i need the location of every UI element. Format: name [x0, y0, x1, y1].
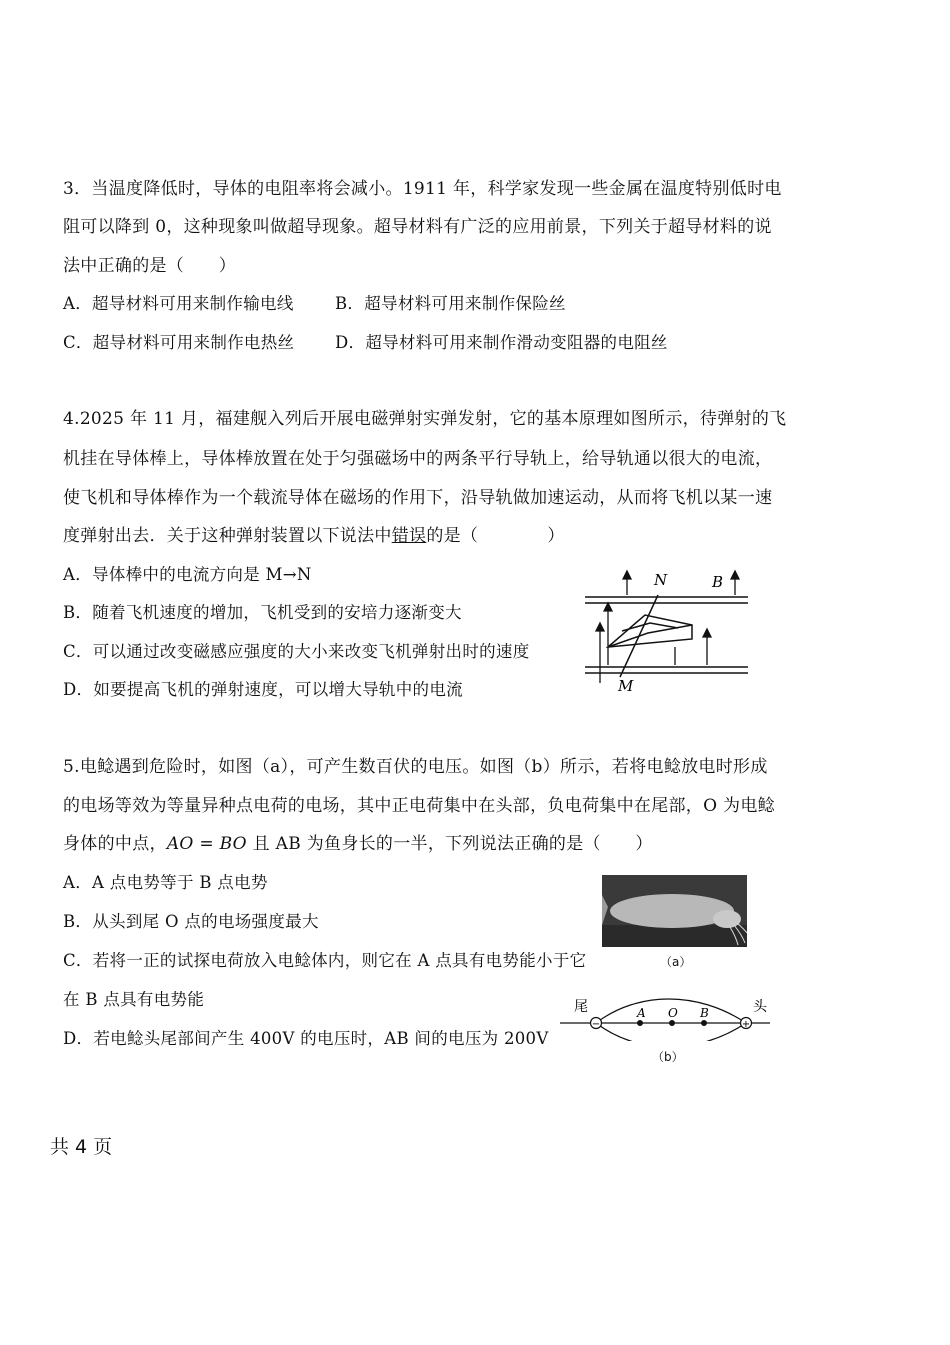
q3-option-b: B．超导材料可用来制作保险丝: [335, 294, 566, 313]
page-count: 共 4 页: [50, 1136, 113, 1158]
figure-a-caption: （a）: [660, 955, 692, 969]
q4-line-3: 使飞机和导体棒作为一个载流导体在磁场的作用下，沿导轨做加速运动，从而将飞机以某一速: [63, 488, 773, 508]
q4-rail-diagram: [580, 565, 755, 695]
point-a: [637, 1020, 643, 1026]
label-n: N: [654, 571, 668, 589]
q4-option-c: C．可以通过改变磁感应强度的大小来改变飞机弹射出时的速度: [63, 642, 530, 661]
q4-option-d: D．如要提高飞机的弹射速度，可以增大导轨中的电流: [63, 680, 463, 699]
q5-option-b: B．从头到尾 O 点的电场强度最大: [63, 912, 319, 931]
fish-head: [713, 910, 741, 928]
catfish-photo: [602, 875, 747, 947]
q3-option-c: C．超导材料可用来制作电热丝: [63, 333, 295, 352]
q4-line-1: 4.2025 年 11 月，福建舰入列后开展电磁弹射实弹发射，它的基本原理如图所示，待弹射的飞: [63, 409, 787, 429]
q4-line-4: [63, 525, 565, 547]
label-a: A: [637, 1006, 646, 1020]
q5-option-c-cont: 在 B 点具有电势能: [63, 990, 205, 1009]
plus-sign: +: [741, 1019, 751, 1030]
q5-option-d: D．若电鲶头尾部间产生 400V 的电压时，AB 间的电压为 200V: [63, 1029, 549, 1048]
q3-option-d: D．超导材料可用来制作滑动变阻器的电阻丝: [335, 333, 668, 352]
q5-line-2: 的电场等效为等量异种点电荷的电场，其中正电荷集中在头部，负电荷集中在尾部，O 为电鲶: [63, 796, 775, 816]
q3-line-1: 3．当温度降低时，导体的电阻率将会减小。1911 年，科学家发现一些金属在温度特别低时电: [63, 179, 782, 199]
q3-line-3: 法中正确的是（ ）: [63, 256, 236, 276]
q4-line-4-pre: 度弹射出去．关于这种弹射装置以下说法中: [63, 526, 392, 546]
q5-line-3-post: 且 AB 为鱼身长的一半，下列说法正确的是（ ）: [246, 834, 653, 854]
label-b: B: [700, 1006, 709, 1020]
label-m: M: [618, 677, 634, 695]
label-head: 头: [753, 999, 767, 1015]
q3-option-a: A．超导材料可用来制作输电线: [63, 294, 294, 313]
q5-option-a: A．A 点电势等于 B 点电势: [63, 873, 268, 892]
point-b: [701, 1020, 707, 1026]
q4-option-b: B．随着飞机速度的增加，飞机受到的安培力逐渐变大: [63, 603, 462, 622]
q4-keyword-wrong: 错误: [391, 526, 427, 546]
q5-line-1: 5.电鲶遇到危险时，如图（a），可产生数百伏的电压。如图（b）所示，若将电鲶放电时形成: [63, 757, 768, 777]
q4-line-4-post: 的是（ ）: [426, 526, 565, 546]
label-o: O: [668, 1006, 678, 1020]
figure-b-caption: （b）: [652, 1050, 684, 1064]
q5-line-3: [63, 833, 653, 855]
q5-line-3-pre: 身体的中点，: [63, 834, 167, 854]
minus-sign: −: [591, 1019, 601, 1030]
dipole-field-diagram: [558, 993, 773, 1041]
q3-line-2: 阻可以降到 0，这种现象叫做超导现象。超导材料有广泛的应用前景，下列关于超导材料的说: [63, 217, 772, 237]
q4-option-a: A．导体棒中的电流方向是 M→N: [63, 565, 312, 584]
q5-option-c: C．若将一正的试探电荷放入电鲶体内，则它在 A 点具有电势能小于它: [63, 951, 587, 970]
label-tail: 尾: [574, 999, 588, 1015]
label-b: B: [712, 573, 724, 591]
q4-line-2: 机挂在导体棒上，导体棒放置在处于匀强磁场中的两条平行导轨上，给导轨通以很大的电流，: [63, 449, 773, 469]
point-o: [669, 1020, 675, 1026]
q5-equation: AO = BO: [166, 834, 247, 854]
